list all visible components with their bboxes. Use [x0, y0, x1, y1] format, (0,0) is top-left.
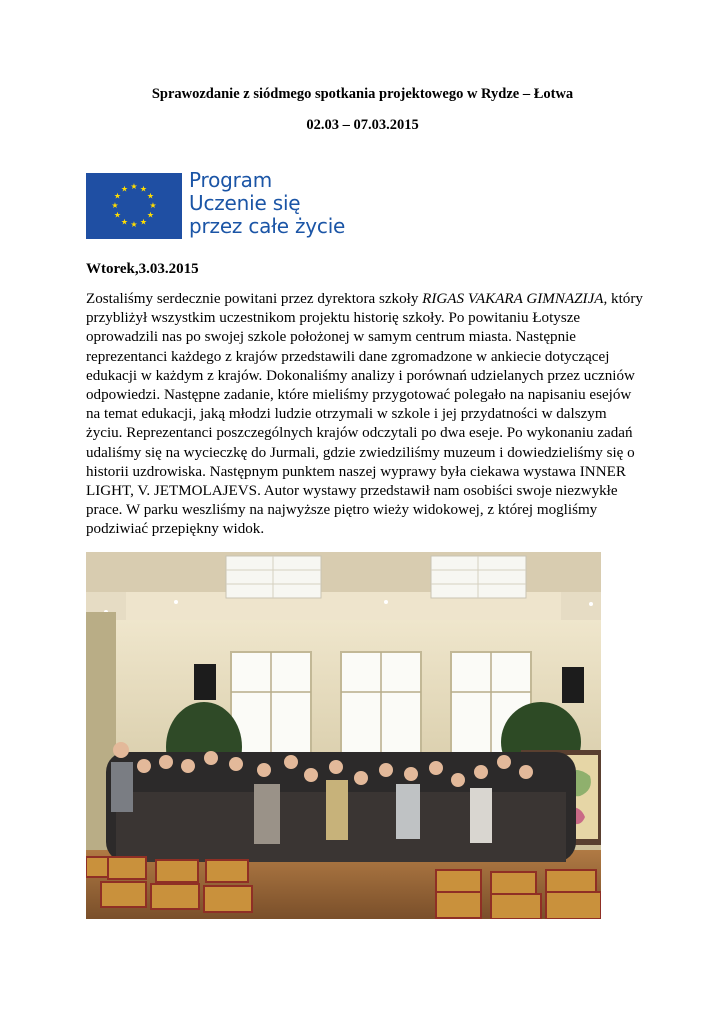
body-paragraph — [86, 290, 646, 540]
svg-text:★: ★ — [113, 210, 122, 220]
lifelong-learning-logo — [86, 168, 356, 243]
logo-line-2: Uczenie się — [189, 191, 301, 215]
svg-text:★: ★ — [120, 184, 129, 194]
logo-line-1: Program — [189, 168, 272, 192]
day-heading: Wtorek,3.03.2015 — [86, 261, 199, 277]
svg-text:★: ★ — [139, 184, 148, 194]
svg-text:★: ★ — [130, 182, 138, 191]
svg-text:★: ★ — [130, 220, 138, 229]
svg-text:★: ★ — [146, 210, 155, 220]
school-name: RIGAS VAKARA GIMNAZIJA, — [422, 291, 608, 307]
body-text-start: Zostaliśmy serdecznie powitani przez dyrektora szkoły — [86, 291, 423, 307]
report-title: Sprawozdanie z siódmego spotkania projektowego w Rydze – Łotwa — [151, 86, 574, 102]
svg-text:★: ★ — [111, 201, 119, 210]
svg-text:★: ★ — [139, 217, 148, 227]
body-text-rest: który przybliżył wszystkim uczestnikom projektu historię szkoły. Po powitaniu Łotysze oprowadzili nas po swojej szkole położonej w samym centrum miasta. Następnie reprezentanci każdego z krajów przedstawili dane zgromadzone w ankiecie dotyczącej edukacji w każdym z krajów. Dokonaliśmy analizy i porównań udzielanych przez uczniów odpowiedzi. Następne zadanie, które mieliśmy przygotować polegało na napisaniu esejów na temat edukacji, jaką młodzi ludzie otrzymali w szkole i jej przydatności w dalszym życiu. Reprezentanci poszczególnych krajów odczytali po dwa eseje. Po wykonaniu zadań udaliśmy się na wycieczkę do Jurmali, gdzie zwiedziliśmy muzeum i dowiedzieliśmy się o historii uzdrowiska. Następnym punktem naszej wyprawy była ciekawa wystawa INNER LIGHT, V. JETMOLAJEVS. Autor wystawy przedstawił nam osobiści swoje niezwykłe prace. W parku weszliśmy na najwyższe piętro wieży widokowej, z której mogliśmy podziwiać przepiękny widok. — [86, 291, 643, 538]
svg-text:★: ★ — [113, 191, 122, 201]
group-photo — [86, 552, 601, 919]
svg-text:★: ★ — [120, 217, 129, 227]
report-dates: 02.03 – 07.03.2015 — [306, 117, 419, 133]
eu-flag-icon — [86, 173, 182, 239]
logo-line-3: przez całe życie — [189, 214, 346, 238]
svg-text:★: ★ — [149, 201, 157, 210]
svg-text:★: ★ — [146, 191, 155, 201]
